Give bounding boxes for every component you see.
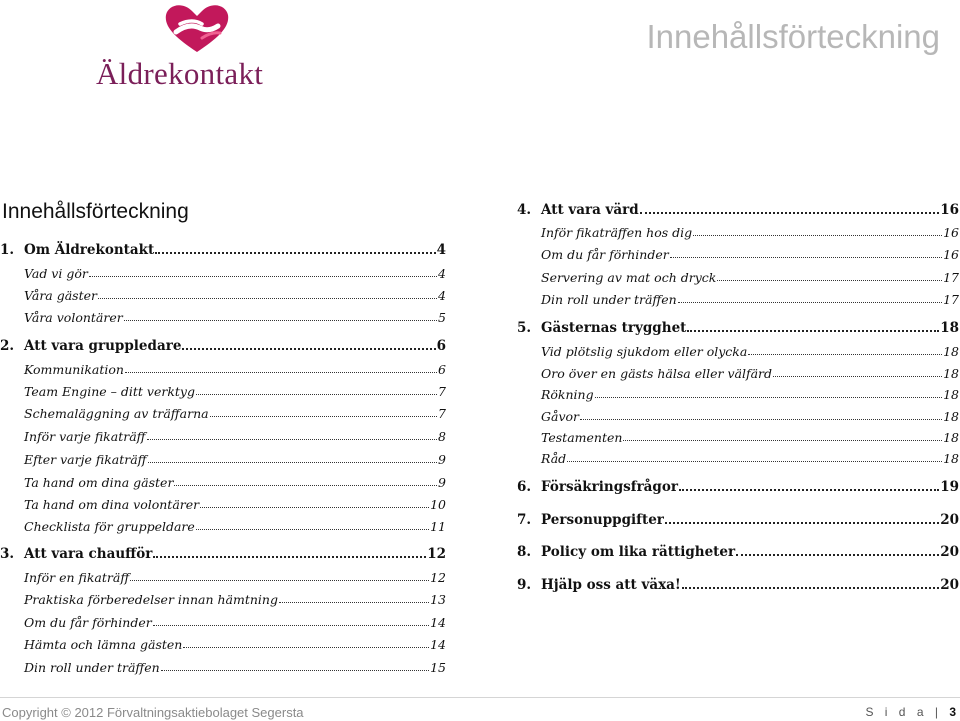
toc-entry-label: Efter varje fikaträff	[24, 452, 147, 467]
toc-dot-leader	[210, 415, 437, 417]
toc-section-entry[interactable]	[24, 610, 446, 630]
toc-entry-label: Om du får förhinder	[541, 247, 669, 262]
toc-section-entry[interactable]	[24, 655, 446, 675]
footer-page-indicator	[865, 705, 956, 719]
toc-entry-page: 14	[430, 615, 446, 630]
toc-entry-label: Råd	[541, 451, 567, 466]
toc-entry-number: 2.	[0, 338, 15, 354]
toc-chapter-entry[interactable]	[0, 238, 446, 258]
toc-dot-leader	[670, 256, 942, 258]
toc-section-entry[interactable]	[24, 305, 446, 325]
toc-entry-label: Att vara värd	[541, 202, 639, 218]
toc-entry-label: Inför en fikaträff	[24, 570, 130, 585]
toc-dot-leader	[693, 234, 942, 236]
toc-chapter-entry[interactable]	[517, 508, 959, 528]
toc-dot-leader	[155, 251, 435, 254]
toc-section-entry[interactable]	[541, 287, 959, 307]
toc-section-entry[interactable]	[541, 265, 959, 285]
toc-section-entry[interactable]	[541, 242, 959, 262]
toc-entry-page: 12	[430, 570, 446, 585]
footer-copyright: Copyright © 2012 Förvaltningsaktiebolaget Segersta	[2, 705, 304, 720]
toc-entry-number: 1.	[0, 242, 15, 258]
toc-entry-page: 17	[943, 292, 959, 307]
toc-dot-leader	[595, 396, 942, 398]
toc-dot-leader	[130, 579, 429, 581]
toc-entry-page: 16	[940, 202, 959, 218]
toc-entry-page: 20	[940, 577, 959, 593]
toc-dot-leader	[124, 319, 437, 321]
toc-heading: Innehållsförteckning	[2, 200, 189, 223]
toc-dot-leader	[687, 329, 939, 332]
heart-hands-icon	[162, 2, 232, 54]
toc-entry-page: 15	[430, 660, 446, 675]
toc-entry-page: 13	[430, 592, 446, 607]
toc-entry-label: Din roll under träffen	[541, 292, 677, 307]
toc-entry-label: Att vara chaufför	[24, 546, 153, 562]
toc-entry-page: 8	[438, 429, 446, 444]
toc-section-entry[interactable]	[24, 470, 446, 490]
toc-entry-page: 18	[940, 320, 959, 336]
toc-dot-leader	[200, 506, 429, 508]
toc-entry-page: 18	[943, 451, 959, 466]
toc-dot-leader	[147, 438, 438, 440]
toc-chapter-entry[interactable]	[0, 334, 446, 354]
toc-entry-label: Våra gäster	[24, 288, 97, 303]
toc-entry-page: 10	[430, 497, 446, 512]
toc-section-entry[interactable]	[24, 492, 446, 512]
toc-dot-leader	[98, 297, 437, 299]
toc-dot-leader	[125, 371, 437, 373]
toc-entry-page: 4	[438, 266, 446, 281]
toc-entry-page: 18	[943, 430, 959, 445]
toc-entry-page: 4	[436, 242, 446, 258]
toc-section-entry[interactable]	[24, 261, 446, 281]
toc-entry-label: Inför fikaträffen hos dig	[541, 225, 693, 240]
toc-entry-label: Vad vi gör	[24, 266, 88, 281]
toc-dot-leader	[174, 484, 437, 486]
toc-entry-label: Gåvor	[541, 409, 580, 424]
toc-dot-leader	[623, 439, 942, 441]
toc-entry-number: 9.	[517, 577, 532, 593]
toc-chapter-entry[interactable]	[517, 573, 959, 593]
toc-section-entry[interactable]	[24, 401, 446, 421]
page-number: 3	[949, 705, 956, 719]
toc-entry-page: 17	[943, 270, 959, 285]
toc-section-entry[interactable]	[541, 339, 959, 359]
toc-dot-leader	[717, 279, 942, 281]
toc-entry-label: Servering av mat och dryck	[541, 270, 717, 285]
toc-dot-leader	[279, 601, 429, 603]
toc-entry-label: Testamenten	[541, 430, 623, 445]
toc-section-entry[interactable]	[541, 361, 959, 381]
toc-entry-page: 9	[438, 475, 446, 490]
toc-entry-label: Hämta och lämna gästen	[24, 637, 183, 652]
page-label: S i d a	[865, 705, 928, 719]
toc-entry-page: 20	[940, 544, 959, 560]
toc-section-entry[interactable]	[541, 382, 959, 402]
toc-dot-leader	[678, 301, 942, 303]
toc-dot-leader	[736, 553, 939, 556]
toc-chapter-entry[interactable]	[517, 540, 959, 560]
toc-dot-leader	[679, 488, 939, 491]
toc-entry-label: Om du får förhinder	[24, 615, 152, 630]
toc-section-entry[interactable]	[24, 565, 446, 585]
toc-entry-label: Vid plötslig sjukdom eller olycka	[541, 344, 748, 359]
toc-entry-page: 20	[940, 512, 959, 528]
toc-entry-number: 3.	[0, 546, 15, 562]
page-separator: |	[934, 705, 938, 719]
footer-divider	[0, 697, 960, 698]
toc-section-entry[interactable]	[24, 283, 446, 303]
toc-entry-label: Försäkringsfrågor	[541, 479, 678, 495]
aldrekontakt-logo	[96, 2, 296, 92]
toc-section-entry[interactable]	[24, 424, 446, 444]
toc-entry-page: 6	[436, 338, 446, 354]
toc-dot-leader	[748, 353, 942, 355]
toc-entry-page: 7	[438, 384, 446, 399]
toc-dot-leader	[196, 393, 437, 395]
toc-entry-label: Att vara gruppledare	[24, 338, 182, 354]
toc-dot-leader	[161, 669, 429, 671]
toc-entry-page: 7	[438, 406, 446, 421]
toc-entry-page: 6	[438, 362, 446, 377]
toc-chapter-entry[interactable]	[517, 198, 959, 218]
toc-dot-leader	[580, 418, 942, 420]
toc-entry-label: Hjälp oss att växa!	[541, 577, 681, 593]
toc-entry-label: Checklista för gruppeldare	[24, 519, 195, 534]
toc-dot-leader	[89, 275, 437, 277]
toc-section-entry[interactable]	[24, 357, 446, 377]
toc-entry-page: 16	[943, 247, 959, 262]
toc-entry-page: 18	[943, 387, 959, 402]
toc-dot-leader	[153, 624, 429, 626]
toc-dot-leader	[182, 347, 435, 350]
toc-dot-leader	[773, 375, 942, 377]
toc-entry-page: 18	[943, 409, 959, 424]
toc-section-entry[interactable]	[541, 220, 959, 240]
toc-entry-label: Praktiska förberedelser innan hämtning	[24, 592, 278, 607]
toc-dot-leader	[640, 211, 939, 214]
toc-entry-label: Schemaläggning av träffarna	[24, 406, 209, 421]
toc-dot-leader	[682, 586, 939, 589]
toc-section-entry[interactable]	[24, 447, 446, 467]
toc-entry-number: 7.	[517, 512, 532, 528]
toc-entry-page: 18	[943, 344, 959, 359]
toc-entry-label: Oro över en gästs hälsa eller välfärd	[541, 366, 773, 381]
toc-entry-page: 5	[438, 310, 446, 325]
toc-entry-page: 16	[943, 225, 959, 240]
toc-entry-number: 5.	[517, 320, 532, 336]
toc-chapter-entry[interactable]	[517, 316, 959, 336]
toc-entry-label: Din roll under träffen	[24, 660, 160, 675]
toc-entry-label: Om Äldrekontakt	[24, 242, 155, 258]
toc-dot-leader	[153, 555, 426, 558]
toc-chapter-entry[interactable]	[0, 542, 446, 562]
toc-entry-label: Policy om lika rättigheter	[541, 544, 736, 560]
toc-entry-page: 12	[427, 546, 446, 562]
toc-entry-page: 9	[438, 452, 446, 467]
toc-entry-label: Ta hand om dina volontärer	[24, 497, 200, 512]
toc-section-entry[interactable]	[24, 632, 446, 652]
toc-dot-leader	[665, 521, 939, 524]
toc-entry-label: Gästernas trygghet	[541, 320, 687, 336]
toc-dot-leader	[148, 461, 438, 463]
toc-dot-leader	[567, 460, 942, 462]
toc-entry-label: Kommunikation	[24, 362, 124, 377]
toc-entry-label: Våra volontärer	[24, 310, 123, 325]
toc-section-entry[interactable]	[541, 404, 959, 424]
toc-entry-number: 8.	[517, 544, 532, 560]
toc-section-entry[interactable]	[24, 514, 446, 534]
toc-entry-page: 11	[430, 519, 446, 534]
toc-entry-number: 6.	[517, 479, 532, 495]
toc-entry-page: 14	[430, 637, 446, 652]
toc-entry-page: 18	[943, 366, 959, 381]
logo-text: Äldrekontakt	[96, 56, 264, 91]
toc-section-entry[interactable]	[541, 446, 959, 466]
toc-dot-leader	[183, 646, 429, 648]
toc-section-entry[interactable]	[24, 587, 446, 607]
toc-section-entry[interactable]	[541, 425, 959, 445]
toc-entry-number: 4.	[517, 202, 532, 218]
toc-entry-label: Ta hand om dina gäster	[24, 475, 174, 490]
toc-entry-label: Personuppgifter	[541, 512, 664, 528]
toc-section-entry[interactable]	[24, 379, 446, 399]
toc-entry-label: Inför varje fikaträff	[24, 429, 146, 444]
toc-entry-label: Rökning	[541, 387, 594, 402]
toc-chapter-entry[interactable]	[517, 475, 959, 495]
toc-entry-page: 19	[940, 479, 959, 495]
toc-entry-page: 4	[438, 288, 446, 303]
toc-dot-leader	[196, 528, 429, 530]
page-title: Innehållsförteckning	[646, 18, 940, 55]
toc-entry-label: Team Engine – ditt verktyg	[24, 384, 195, 399]
